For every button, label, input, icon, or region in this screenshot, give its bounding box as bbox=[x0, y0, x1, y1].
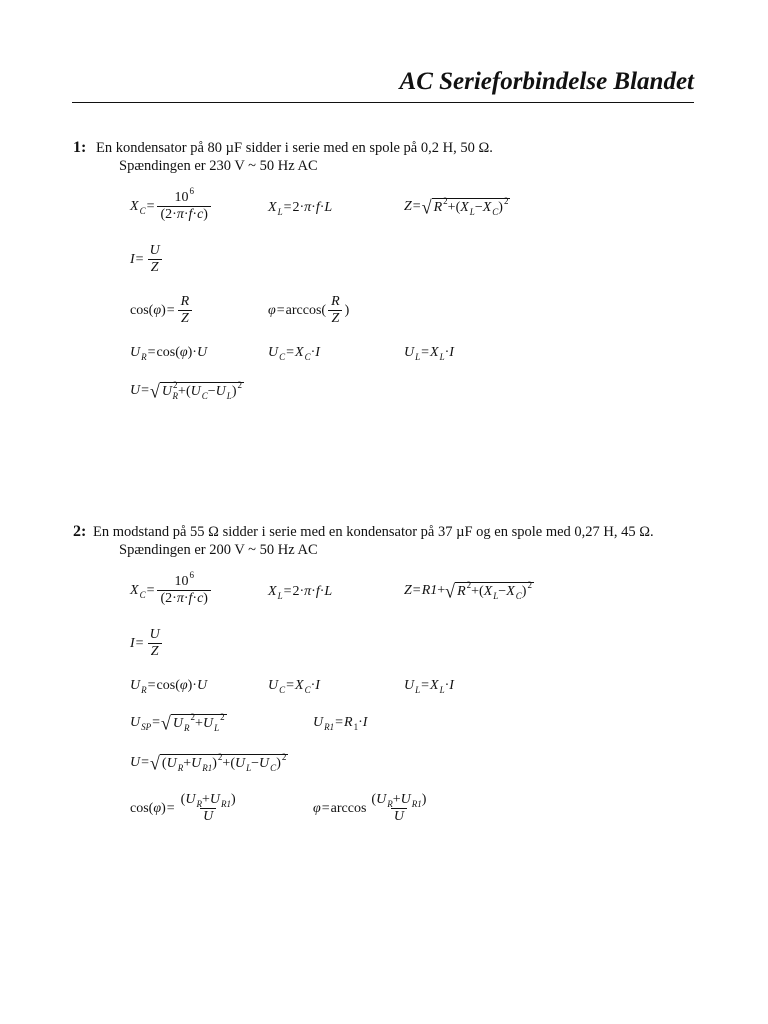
problem-1-statement: En kondensator på 80 µF sidder i serie med en spole på 0,2 H, 50 Ω. bbox=[96, 140, 493, 156]
formula-ur-2: U R = cos ( φ ) · U bbox=[130, 678, 208, 695]
formula-uc-1: U C = X C · I bbox=[268, 345, 320, 362]
formula-i-1: I = $\frac{U}{Z}$ bbox=[130, 243, 160, 275]
formula-phi-2: φ = arccos $(U_R+U_{R1})$ U bbox=[313, 792, 427, 824]
formula-i-2: I = $\frac{U}{Z}$ bbox=[130, 627, 160, 659]
formula-ul-2: U L = X L · I bbox=[404, 678, 454, 695]
formula-ul-1: U L = X L · I bbox=[404, 345, 454, 362]
problem-1-voltage: Spændingen er 230 V ~ 50 Hz AC bbox=[119, 158, 318, 174]
formula-xl-2: X L = 2 · π · f · L bbox=[268, 584, 333, 601]
formula-u-2: U = √ $(U_R+U_{R1})^2+(U_L-U_C)^2$ bbox=[130, 752, 287, 774]
title-divider bbox=[72, 102, 694, 103]
formula-usp-2: U SP = √ $U_R^2+U_L^2$ bbox=[130, 712, 225, 734]
formula-phi-1: φ = arccos ( R Z ) bbox=[268, 294, 350, 326]
formula-xl-1: X L = 2 · π · f · L bbox=[268, 200, 333, 217]
formula-cosphi-2: cos ( φ ) = $\frac{(U_R+U_{R1})}{U}$ bbox=[130, 792, 236, 824]
formula-xc-1: X C = $\frac{10^6}{(2\cdot\pi\cdot f\cdot c)}$ bbox=[130, 190, 213, 223]
problem-2-statement: En modstand på 55 Ω sidder i serie med en kondensator på 37 µF og en spole med 0,27 H, 45 Ω. bbox=[93, 524, 654, 540]
formula-z-1: Z = √ $R^2+(X_L-X_C)^2$ bbox=[404, 196, 509, 218]
formula-u-1: U = √ $U^2_R+(U_C-U_L)^2$ bbox=[130, 380, 242, 402]
formula-ur1-2: U R1 = R 1 · I bbox=[313, 715, 368, 732]
problem-2-voltage: Spændingen er 200 V ~ 50 Hz AC bbox=[119, 542, 318, 558]
formula-xc-2: X C = $\frac{10^6}{(2\cdot\pi\cdot f\cdot c)}$ bbox=[130, 574, 213, 607]
formula-uc-2: U C = X C · I bbox=[268, 678, 320, 695]
problem-1-number: 1: bbox=[73, 139, 87, 156]
formula-z-2: Z = R1 + √ $R^2+(X_L-X_C)^2$ bbox=[404, 580, 532, 602]
formula-cosphi-1: cos ( φ ) = $\frac{R}{Z}$ bbox=[130, 294, 194, 327]
formula-ur-1: U R = cos ( φ ) · U bbox=[130, 345, 208, 362]
problem-2-number: 2: bbox=[73, 523, 87, 540]
page-title: AC Serieforbindelse Blandet bbox=[399, 68, 694, 95]
